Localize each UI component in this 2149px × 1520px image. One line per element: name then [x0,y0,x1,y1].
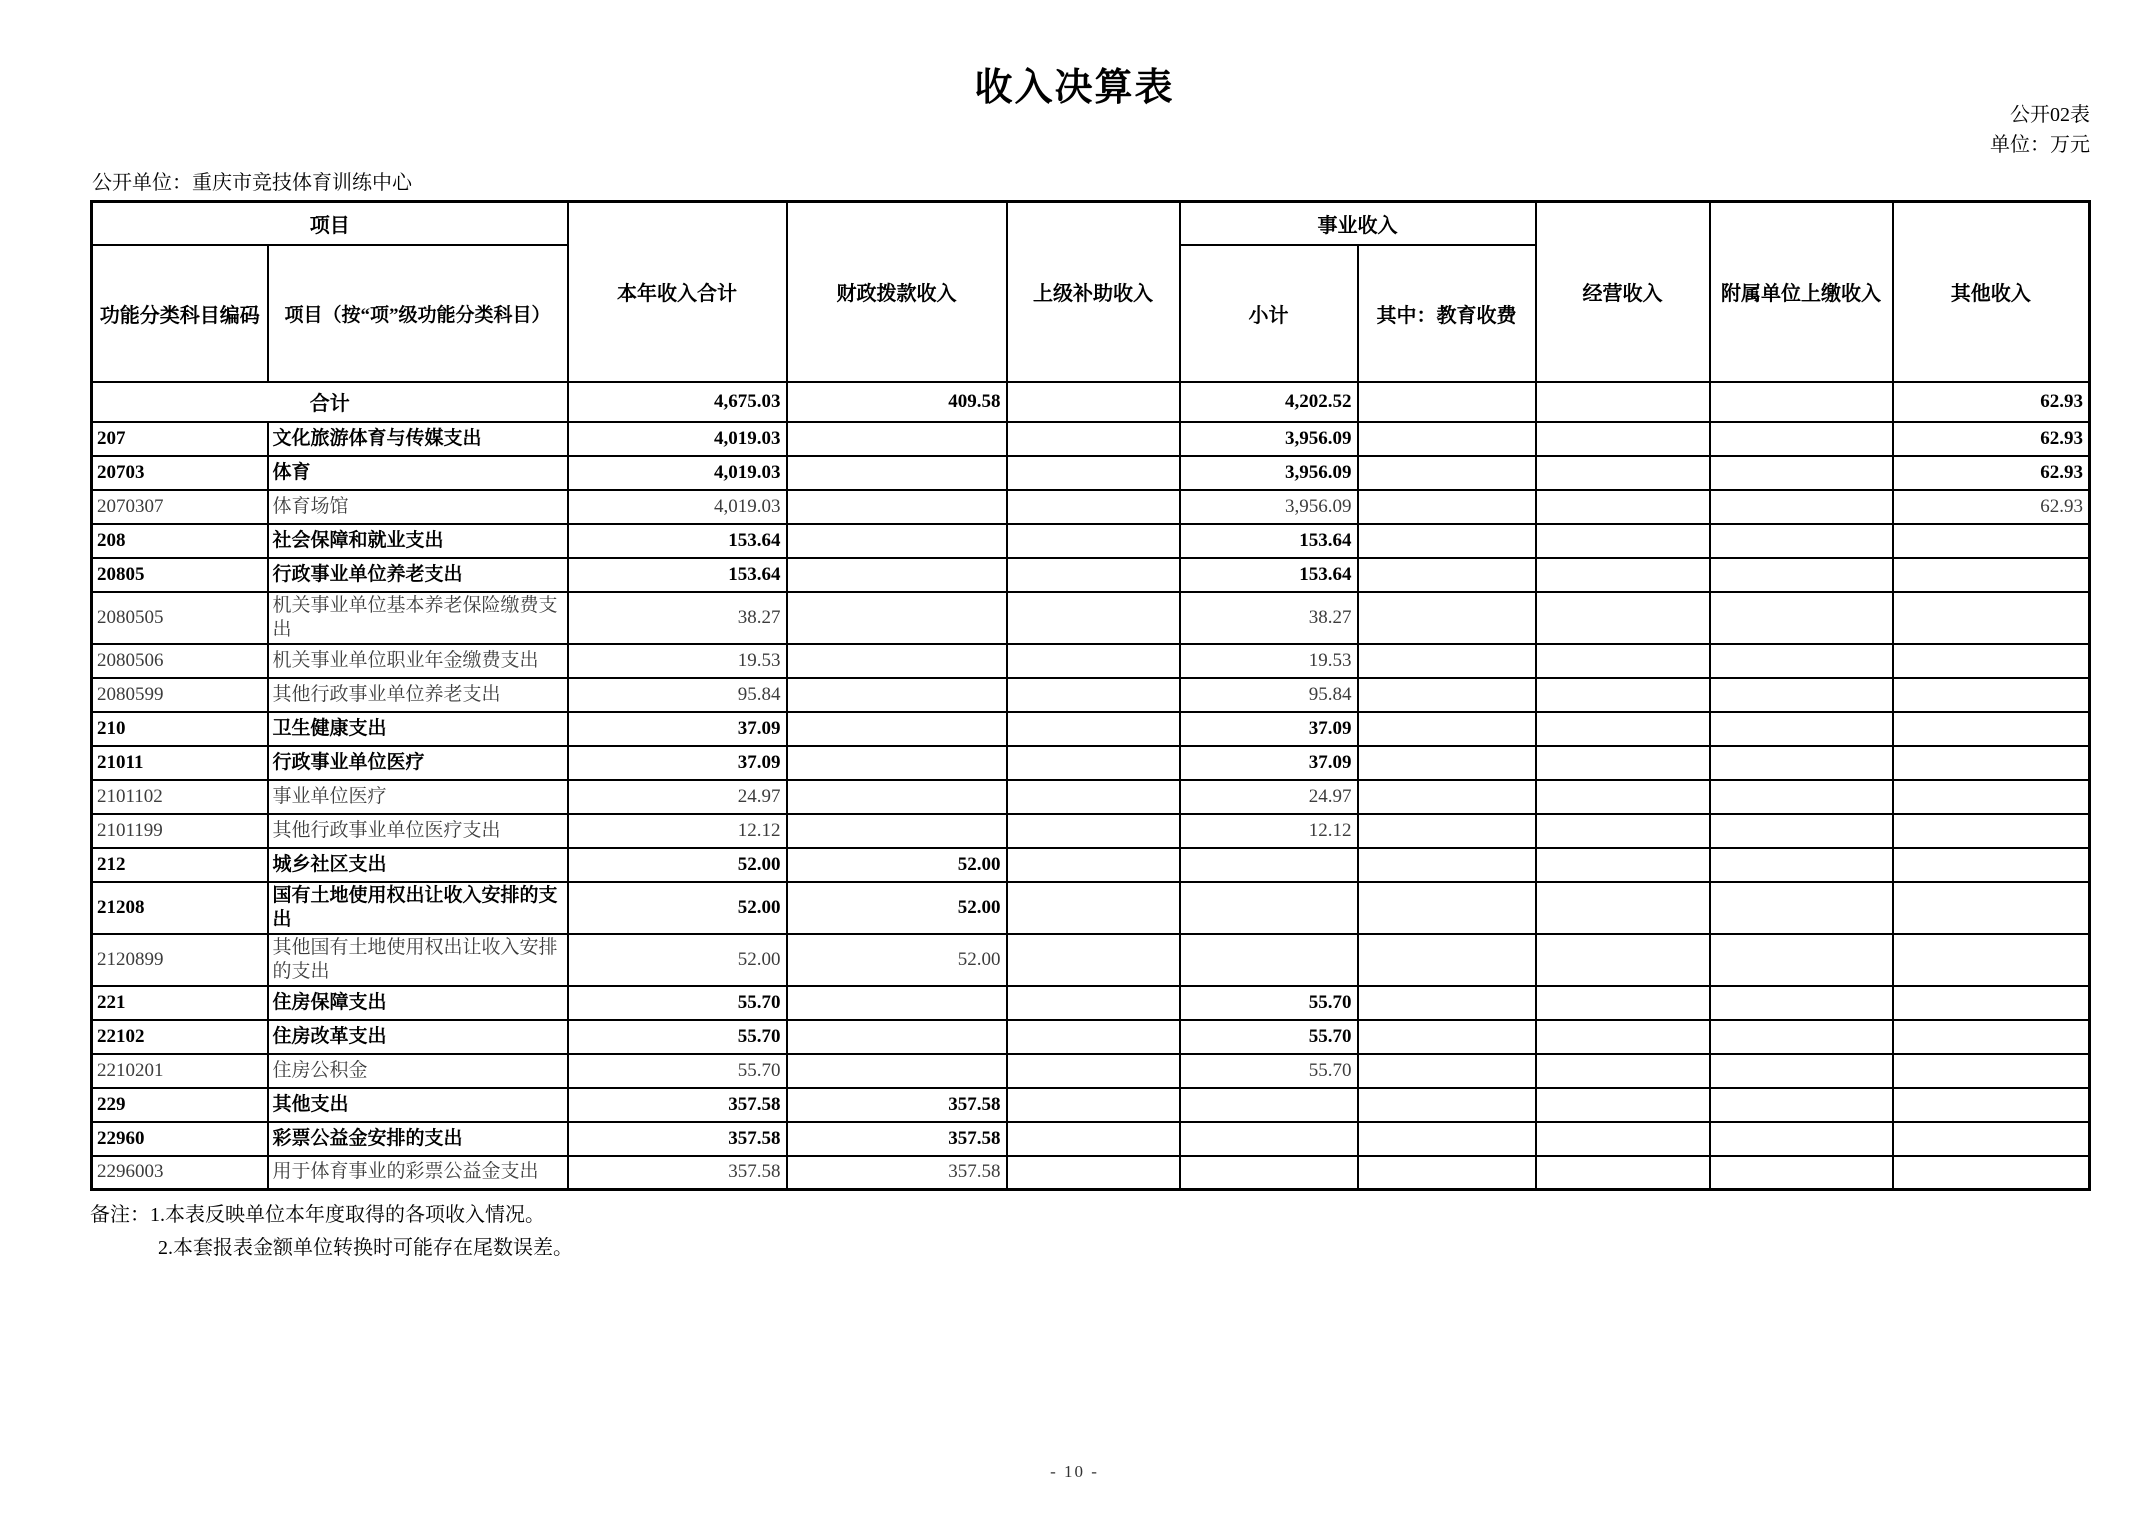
value-cell: 409.58 [787,382,1007,422]
page-title: 收入决算表 [974,67,1175,109]
value-cell [787,986,1007,1020]
value-cell [1893,746,2090,780]
header-name: 项目（按“项”级功能分类科目） [268,245,568,382]
value-cell [1536,780,1710,814]
value-cell: 62.93 [1893,422,2090,456]
value-cell: 37.09 [568,712,787,746]
value-cell [1536,986,1710,1020]
row-name-cell: 机关事业单位基本养老保险缴费支出 [268,592,568,644]
row-name-cell: 卫生健康支出 [268,712,568,746]
value-cell [787,678,1007,712]
value-cell: 4,019.03 [568,456,787,490]
value-cell: 38.27 [568,592,787,644]
value-cell: 19.53 [1180,644,1358,678]
value-cell [787,456,1007,490]
value-cell [1893,712,2090,746]
value-cell: 55.70 [1180,1054,1358,1088]
value-cell: 55.70 [568,1020,787,1054]
value-cell [1007,882,1180,934]
value-cell [1536,882,1710,934]
row-name-cell: 体育 [268,456,568,490]
value-cell [1893,1020,2090,1054]
row-code-cell: 212 [92,848,268,882]
row-code-cell: 20703 [92,456,268,490]
row-name-cell: 彩票公益金安排的支出 [268,1122,568,1156]
row-name-cell: 国有土地使用权出让收入安排的支出 [268,882,568,934]
total-row-label: 合计 [92,382,568,422]
value-cell [1536,382,1710,422]
value-cell [787,1054,1007,1088]
header-business-group: 事业收入 [1180,202,1536,245]
header-affiliated: 附属单位上缴收入 [1710,202,1893,382]
row-code-cell: 2296003 [92,1156,268,1190]
value-cell [1536,1054,1710,1088]
row-code-cell: 22102 [92,1020,268,1054]
value-cell [787,490,1007,524]
table-row [92,678,2090,712]
value-cell: 52.00 [787,882,1007,934]
value-cell [1180,1156,1358,1190]
value-cell [1007,1122,1180,1156]
value-cell [1007,814,1180,848]
value-cell: 24.97 [568,780,787,814]
unit-label: 单位：万元 [1990,134,2090,156]
row-code-cell: 2080505 [92,592,268,644]
value-cell [1358,490,1536,524]
value-cell [1710,558,1893,592]
value-cell: 37.09 [1180,746,1358,780]
table-row [92,780,2090,814]
value-cell [1536,1088,1710,1122]
value-cell [1710,934,1893,986]
row-name-cell: 住房保障支出 [268,986,568,1020]
value-cell [1007,1088,1180,1122]
value-cell [1536,524,1710,558]
table-row [92,558,2090,592]
row-name-cell: 体育场馆 [268,490,568,524]
header-code: 功能分类科目编码 [92,245,268,382]
value-cell: 95.84 [1180,678,1358,712]
value-cell [1007,1054,1180,1088]
header-education: 其中：教育收费 [1358,245,1536,382]
value-cell [1358,558,1536,592]
value-cell: 4,202.52 [1180,382,1358,422]
value-cell: 62.93 [1893,490,2090,524]
value-cell [1007,558,1180,592]
value-cell [1536,592,1710,644]
value-cell [1358,456,1536,490]
value-cell [1710,986,1893,1020]
value-cell: 153.64 [568,558,787,592]
row-name-cell: 机关事业单位职业年金缴费支出 [268,644,568,678]
value-cell [1358,1054,1536,1088]
value-cell: 62.93 [1893,382,2090,422]
value-cell: 4,019.03 [568,422,787,456]
value-cell [1358,848,1536,882]
value-cell [1710,848,1893,882]
value-cell [1007,780,1180,814]
row-code-cell: 229 [92,1088,268,1122]
value-cell [1358,882,1536,934]
value-cell [1180,848,1358,882]
row-code-cell: 21011 [92,746,268,780]
value-cell [1007,422,1180,456]
value-cell [1710,1088,1893,1122]
value-cell [1358,934,1536,986]
value-cell [787,746,1007,780]
header-superior: 上级补助收入 [1007,202,1180,382]
row-name-cell: 行政事业单位医疗 [268,746,568,780]
row-code-cell: 21208 [92,882,268,934]
income-table-wrap [90,200,2094,1265]
value-cell [1710,524,1893,558]
value-cell [787,592,1007,644]
value-cell [1358,592,1536,644]
row-name-cell: 其他支出 [268,1088,568,1122]
value-cell [1710,422,1893,456]
row-name-cell: 事业单位医疗 [268,780,568,814]
value-cell: 19.53 [568,644,787,678]
row-code-cell: 2080599 [92,678,268,712]
row-name-cell: 用于体育事业的彩票公益金支出 [268,1156,568,1190]
value-cell [1180,1122,1358,1156]
row-code-cell: 20805 [92,558,268,592]
table-row [92,1122,2090,1156]
value-cell [1358,712,1536,746]
value-cell [1893,934,2090,986]
value-cell: 4,675.03 [568,382,787,422]
value-cell [787,780,1007,814]
table-row [92,1156,2090,1190]
value-cell [1007,382,1180,422]
value-cell [787,644,1007,678]
value-cell: 55.70 [568,1054,787,1088]
value-cell [1358,814,1536,848]
value-cell [1007,986,1180,1020]
value-cell [1710,882,1893,934]
table-row [92,592,2090,644]
value-cell [1710,644,1893,678]
row-name-cell: 其他行政事业单位医疗支出 [268,814,568,848]
value-cell: 153.64 [1180,558,1358,592]
value-cell [1007,712,1180,746]
value-cell [787,712,1007,746]
header-subtotal: 小计 [1180,245,1358,382]
value-cell: 52.00 [568,934,787,986]
value-cell: 52.00 [568,882,787,934]
value-cell [787,422,1007,456]
header-project-group: 项目 [92,202,568,245]
value-cell: 62.93 [1893,456,2090,490]
value-cell [1536,814,1710,848]
row-code-cell: 2080506 [92,644,268,678]
row-code-cell: 210 [92,712,268,746]
row-name-cell: 其他国有土地使用权出让收入安排的支出 [268,934,568,986]
value-cell: 24.97 [1180,780,1358,814]
value-cell: 3,956.09 [1180,490,1358,524]
value-cell: 55.70 [568,986,787,1020]
table-row [92,986,2090,1020]
value-cell [1710,1020,1893,1054]
value-cell [1536,422,1710,456]
value-cell [1710,1054,1893,1088]
value-cell [1893,1088,2090,1122]
row-name-cell: 文化旅游体育与传媒支出 [268,422,568,456]
value-cell [1536,644,1710,678]
value-cell: 12.12 [1180,814,1358,848]
value-cell [1358,1088,1536,1122]
value-cell: 357.58 [568,1156,787,1190]
value-cell [1893,1156,2090,1190]
value-cell [1007,746,1180,780]
value-cell: 4,019.03 [568,490,787,524]
notes-block [90,1199,2094,1265]
value-cell [1710,1156,1893,1190]
value-cell [787,558,1007,592]
value-cell [1358,746,1536,780]
value-cell: 357.58 [787,1156,1007,1190]
value-cell [1710,382,1893,422]
header-other: 其他收入 [1893,202,2090,382]
value-cell [787,814,1007,848]
value-cell: 3,956.09 [1180,456,1358,490]
value-cell: 52.00 [787,934,1007,986]
row-name-cell: 住房改革支出 [268,1020,568,1054]
value-cell [1358,678,1536,712]
table-row [92,934,2090,986]
value-cell [1536,934,1710,986]
row-name-cell: 行政事业单位养老支出 [268,558,568,592]
value-cell: 52.00 [568,848,787,882]
value-cell: 153.64 [1180,524,1358,558]
value-cell: 37.09 [568,746,787,780]
value-cell [1710,814,1893,848]
value-cell: 52.00 [787,848,1007,882]
value-cell [1893,986,2090,1020]
row-code-cell: 221 [92,986,268,1020]
table-row [92,1054,2090,1088]
value-cell [1007,644,1180,678]
table-row [92,814,2090,848]
value-cell [1536,558,1710,592]
value-cell [1893,1122,2090,1156]
value-cell: 55.70 [1180,986,1358,1020]
table-row [92,524,2090,558]
value-cell: 55.70 [1180,1020,1358,1054]
value-cell [1007,678,1180,712]
value-cell [1893,524,2090,558]
table-row [92,644,2090,678]
meta-block [1990,100,2090,160]
value-cell [1007,456,1180,490]
org-label: 公开单位：重庆市竞技体育训练中心 [92,172,412,194]
value-cell [1536,848,1710,882]
row-code-cell: 207 [92,422,268,456]
value-cell: 357.58 [568,1122,787,1156]
value-cell [1893,780,2090,814]
table-header [92,202,2090,382]
value-cell [1536,490,1710,524]
value-cell [1536,456,1710,490]
note-line-2: 2.本套报表金额单位转换时可能存在尾数误差。 [158,1237,573,1259]
value-cell: 357.58 [787,1088,1007,1122]
value-cell: 12.12 [568,814,787,848]
value-cell [1007,592,1180,644]
header-total: 本年收入合计 [568,202,787,382]
value-cell [1893,644,2090,678]
value-cell [1536,1122,1710,1156]
table-body [92,382,2090,1190]
value-cell [1710,456,1893,490]
value-cell [1710,592,1893,644]
value-cell [1007,934,1180,986]
value-cell [1358,986,1536,1020]
value-cell [1358,1020,1536,1054]
value-cell [1893,678,2090,712]
value-cell [1536,1156,1710,1190]
income-table [90,200,2091,1191]
value-cell [1007,524,1180,558]
value-cell: 357.58 [787,1122,1007,1156]
value-cell [1358,644,1536,678]
header-fiscal: 财政拨款收入 [787,202,1007,382]
table-row [92,1088,2090,1122]
value-cell [1710,780,1893,814]
value-cell [1710,1122,1893,1156]
value-cell: 38.27 [1180,592,1358,644]
value-cell: 3,956.09 [1180,422,1358,456]
table-row [92,882,2090,934]
row-name-cell: 社会保障和就业支出 [268,524,568,558]
header-operating: 经营收入 [1536,202,1710,382]
value-cell: 95.84 [568,678,787,712]
value-cell [1007,490,1180,524]
table-row [92,848,2090,882]
value-cell [787,524,1007,558]
row-code-cell: 2120899 [92,934,268,986]
value-cell [1358,1156,1536,1190]
value-cell [1536,678,1710,712]
page-number: - 10 - [1050,1462,1099,1481]
value-cell [1358,422,1536,456]
row-name-cell: 其他行政事业单位养老支出 [268,678,568,712]
row-code-cell: 2070307 [92,490,268,524]
value-cell [1893,814,2090,848]
table-row [92,422,2090,456]
row-code-cell: 2210201 [92,1054,268,1088]
table-row [92,456,2090,490]
value-cell [1536,712,1710,746]
value-cell [1893,558,2090,592]
value-cell [1180,1088,1358,1122]
value-cell [1710,746,1893,780]
table-row [92,712,2090,746]
value-cell [1358,780,1536,814]
note-line-1: 备注：1.本表反映单位本年度取得的各项收入情况。 [90,1204,545,1226]
value-cell [1180,882,1358,934]
value-cell [1358,382,1536,422]
value-cell [1893,882,2090,934]
table-row [92,490,2090,524]
value-cell [1007,1156,1180,1190]
value-cell [1180,934,1358,986]
total-row [92,382,2090,422]
value-cell [1536,1020,1710,1054]
value-cell [1007,848,1180,882]
table-row [92,1020,2090,1054]
value-cell [1358,1122,1536,1156]
value-cell: 37.09 [1180,712,1358,746]
value-cell [1358,524,1536,558]
row-name-cell: 城乡社区支出 [268,848,568,882]
row-code-cell: 22960 [92,1122,268,1156]
table-code-label: 公开02表 [2010,104,2090,126]
value-cell [787,1020,1007,1054]
value-cell [1710,490,1893,524]
value-cell [1893,1054,2090,1088]
value-cell [1893,848,2090,882]
row-code-cell: 2101102 [92,780,268,814]
table-row [92,746,2090,780]
value-cell [1536,746,1710,780]
row-code-cell: 208 [92,524,268,558]
row-name-cell: 住房公积金 [268,1054,568,1088]
row-code-cell: 2101199 [92,814,268,848]
value-cell: 357.58 [568,1088,787,1122]
value-cell [1710,712,1893,746]
value-cell [1710,678,1893,712]
value-cell [1007,1020,1180,1054]
value-cell: 153.64 [568,524,787,558]
value-cell [1893,592,2090,644]
